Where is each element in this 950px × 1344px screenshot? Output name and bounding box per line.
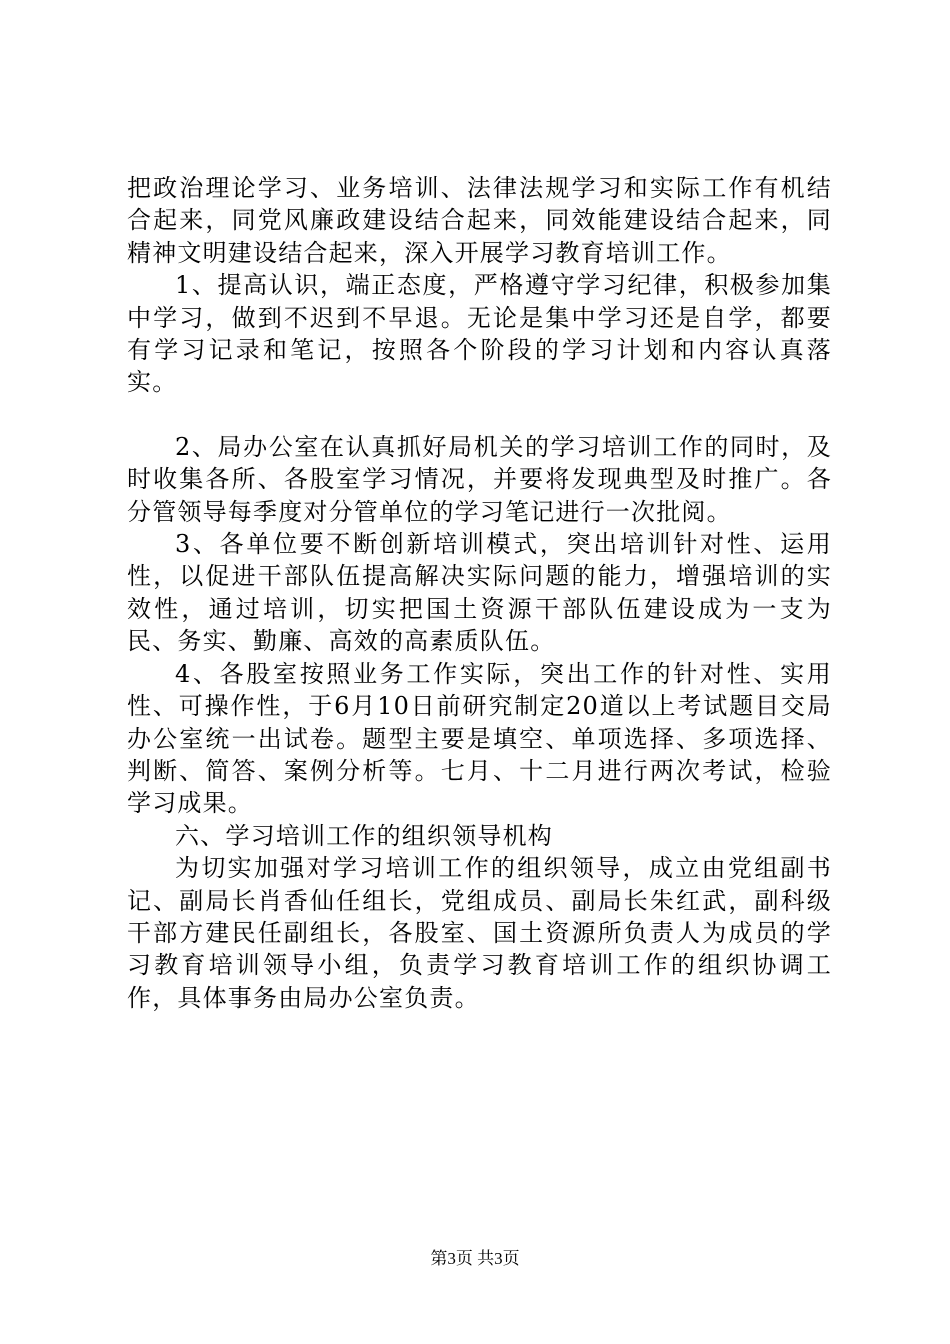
paragraph-item-3: 3、各单位要不断创新培训模式，突出培训针对性、运用性，以促进干部队伍提高解决实际问题的能力，增强培训的实效性，通过培训，切实把国土资源干部队伍建设成为一支为民、务实、勤廉、高效的高素质队伍。 bbox=[127, 530, 832, 656]
paragraph-organization: 为切实加强对学习培训工作的组织领导，成立由党组副书记、副局长肖香仙任组长，党组成员、副局长朱红武，副科级干部方建民任副组长，各股室、国土资源所负责人为成员的学习教育培训领导小组，负责学习教育培训工作的组织协调工作，具体事务由局办公室负责。 bbox=[127, 854, 832, 1012]
paragraph-item-4: 4、各股室按照业务工作实际，突出工作的针对性、实用性、可操作性，于6月10日前研究制定20道以上考试题目交局办公室统一出试卷。题型主要是填空、单项选择、多项选择、判断、简答、案例分析等。七月、十二月进行两次考试，检验学习成果。 bbox=[127, 659, 832, 818]
page-number-footer: 第3页 共3页 bbox=[430, 1249, 520, 1268]
paragraph-item-2: 2、局办公室在认真抓好局机关的学习培训工作的同时，及时收集各所、各股室学习情况，并要将发现典型及时推广。各分管领导每季度对分管单位的学习笔记进行一次批阅。 bbox=[127, 432, 832, 526]
paragraph-item-1: 1、提高认识，端正态度，严格遵守学习纪律，积极参加集中学习，做到不迟到不早退。无论是集中学习还是自学，都要有学习记录和笔记，按照各个阶段的学习计划和内容认真落实。 bbox=[127, 271, 832, 397]
paragraph-intro: 把政治理论学习、业务培训、法律法规学习和实际工作有机结合起来，同党风廉政建设结合起来，同效能建设结合起来，同精神文明建设结合起来，深入开展学习教育培训工作。 bbox=[127, 174, 832, 267]
section-heading-6: 六、学习培训工作的组织领导机构 bbox=[175, 821, 553, 850]
document-body bbox=[127, 172, 832, 1014]
